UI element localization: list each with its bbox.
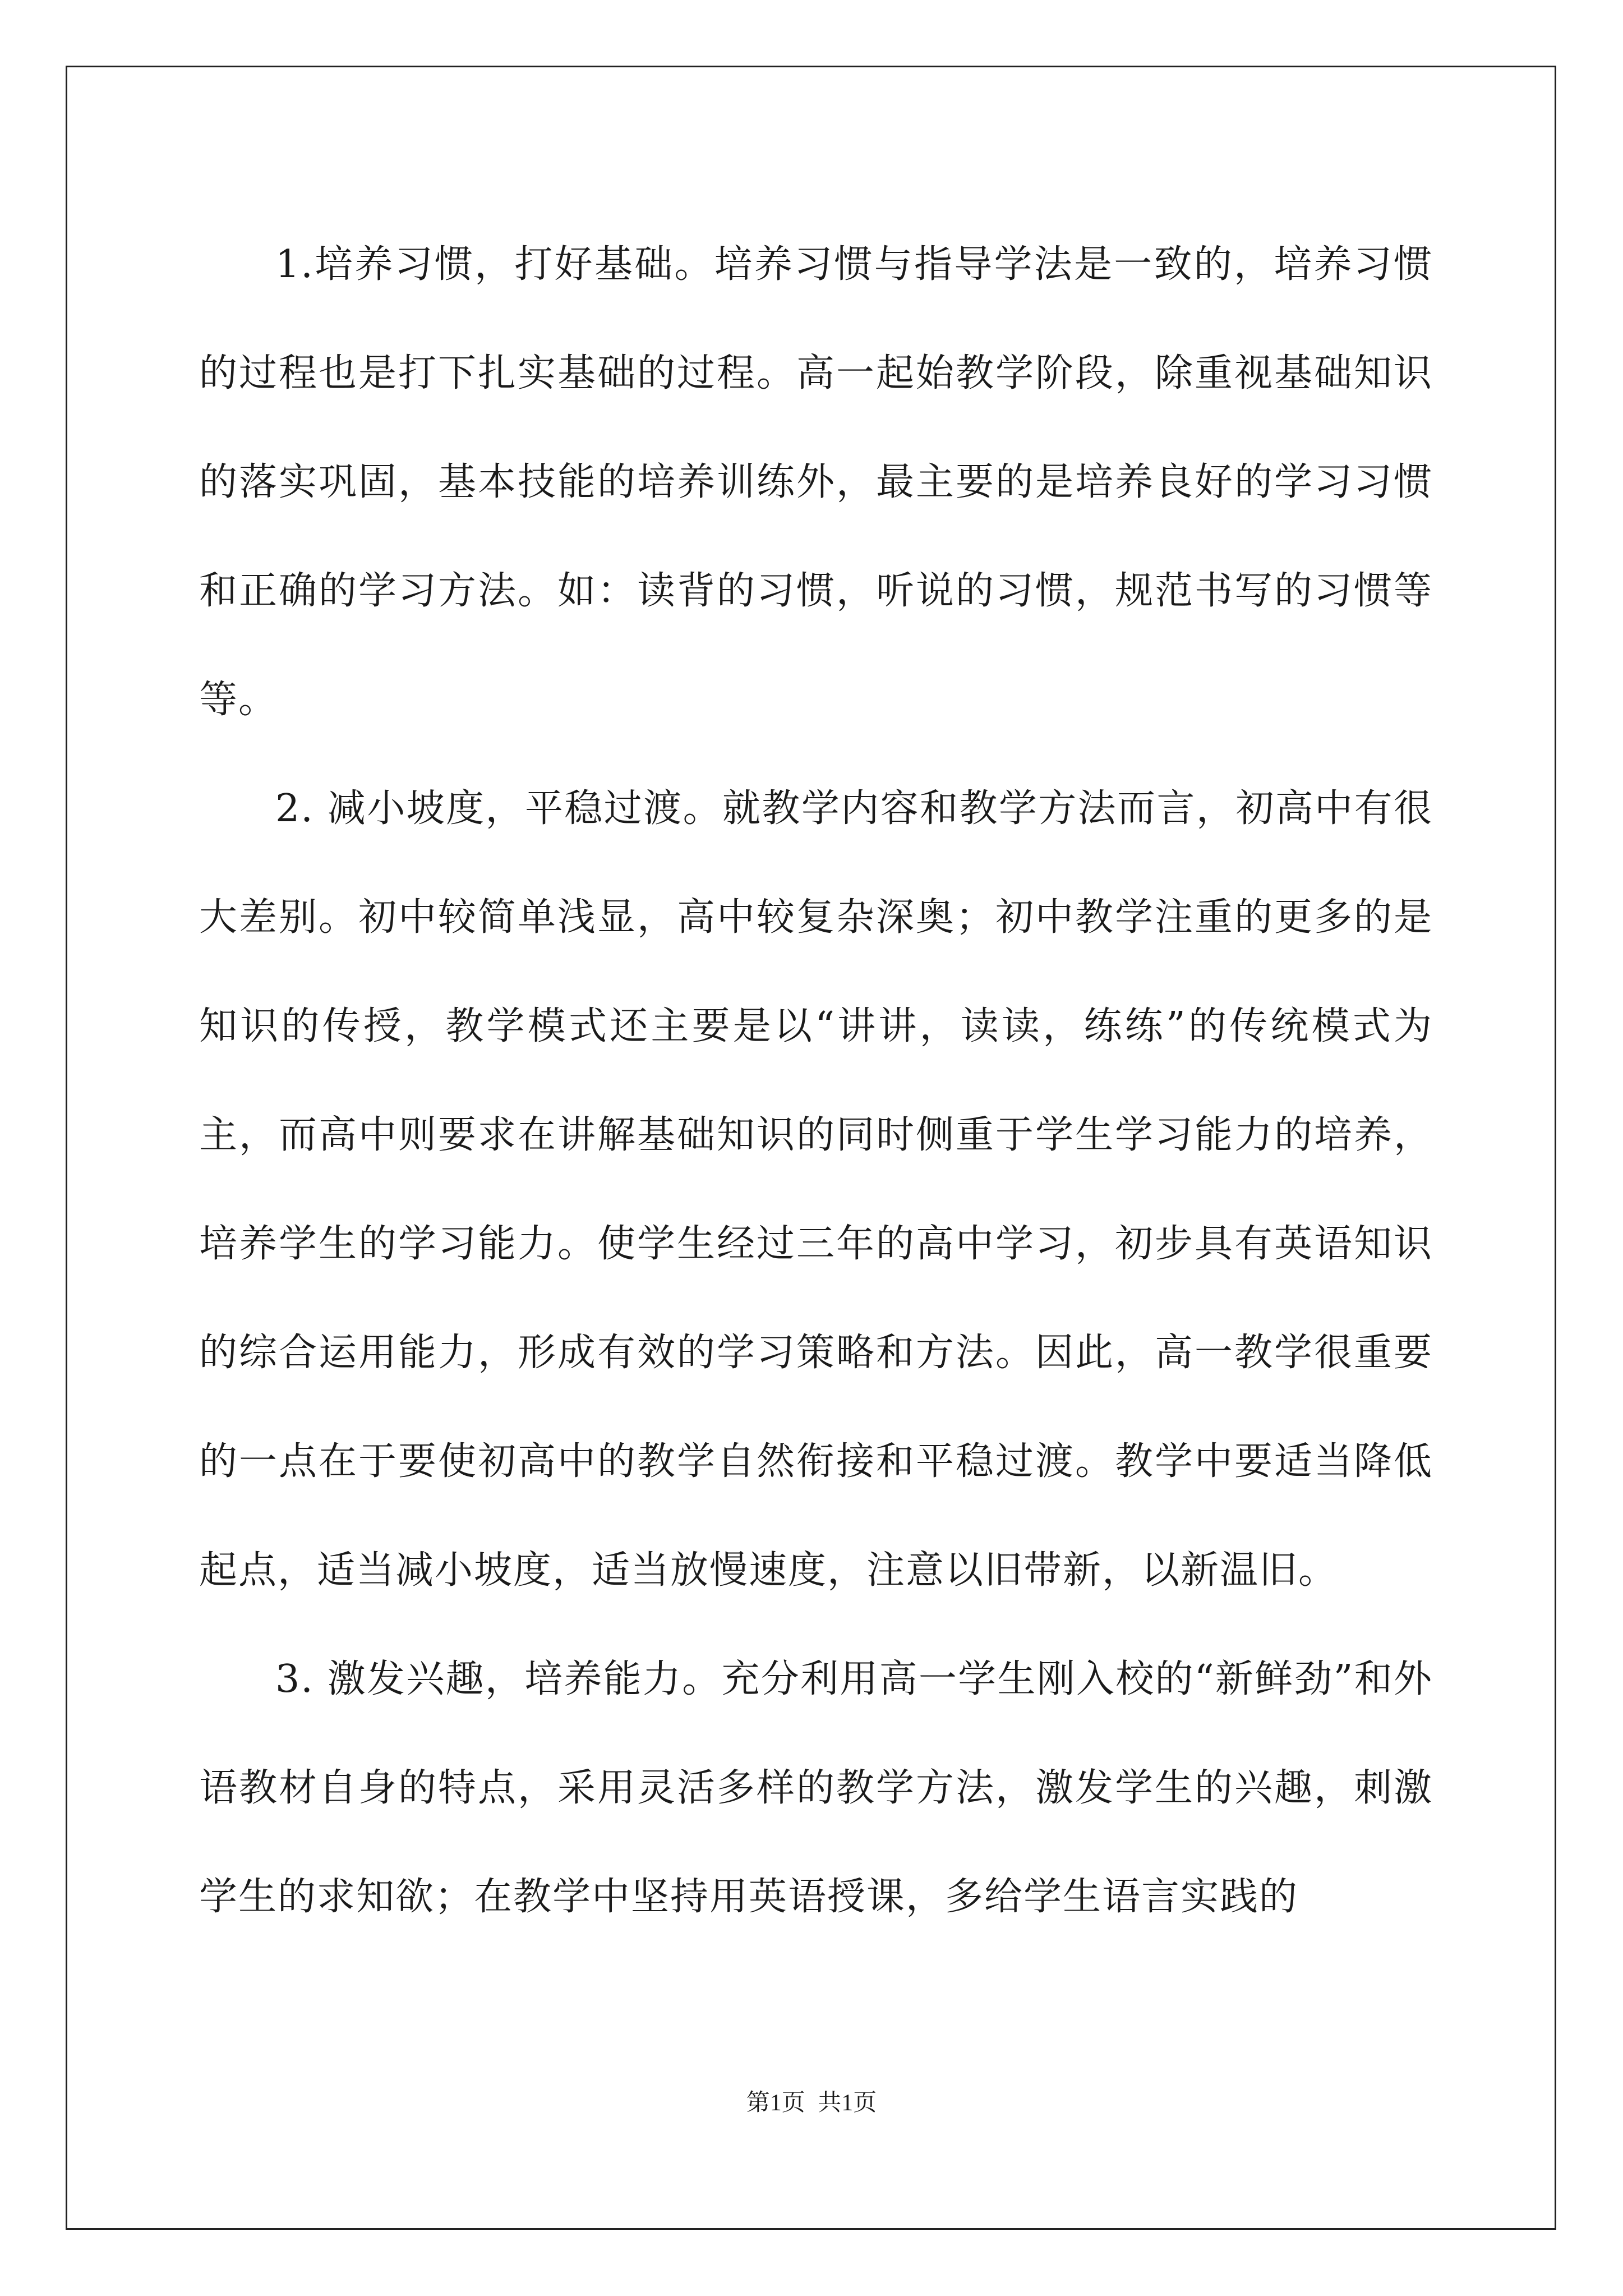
page-total: 共1页 <box>818 2090 877 2116</box>
document-body <box>199 210 1433 1952</box>
paragraph-1: 1.培养习惯，打好基础。培养习惯与指导学法是一致的，培养习惯的过程也是打下扎实基础的过程。高一起始教学阶段，除重视基础知识的落实巩固，基本技能的培养训练外，最主要的是培养良好的学习习惯和正确的学习方法。如：读背的习惯，听说的习惯，规范书写的习惯等等。 <box>199 242 1433 722</box>
paragraph-2: 2. 减小坡度，平稳过渡。就教学内容和教学方法而言，初高中有很大差别。初中较简单浅显，高中较复杂深奥；初中教学注重的更多的是知识的传授，教学模式还主要是以“讲讲，读读，练练”的传统模式为主，而高中则要求在讲解基础知识的同时侧重于学生学习能力的培养，培养学生的学习能力。使学生经过三年的高中学习，初步具有英语知识的综合运用能力，形成有效的学习策略和方法。因此，高一教学很重要的一点在于要使初高中的教学自然衔接和平稳过渡。教学中要适当降低起点，适当减小坡度，适当放慢速度，注意以旧带新，以新温旧。 <box>199 786 1433 1593</box>
page-footer <box>0 2084 1623 2118</box>
paragraph-3: 3. 激发兴趣，培养能力。充分利用高一学生刚入校的“新鲜劲”和外语教材自身的特点，采用灵活多样的教学方法，激发学生的兴趣，刺激学生的求知欲；在教学中坚持用英语授课，多给学生语言实践的 <box>199 1657 1433 1919</box>
page-number: 第1页 <box>746 2090 805 2116</box>
